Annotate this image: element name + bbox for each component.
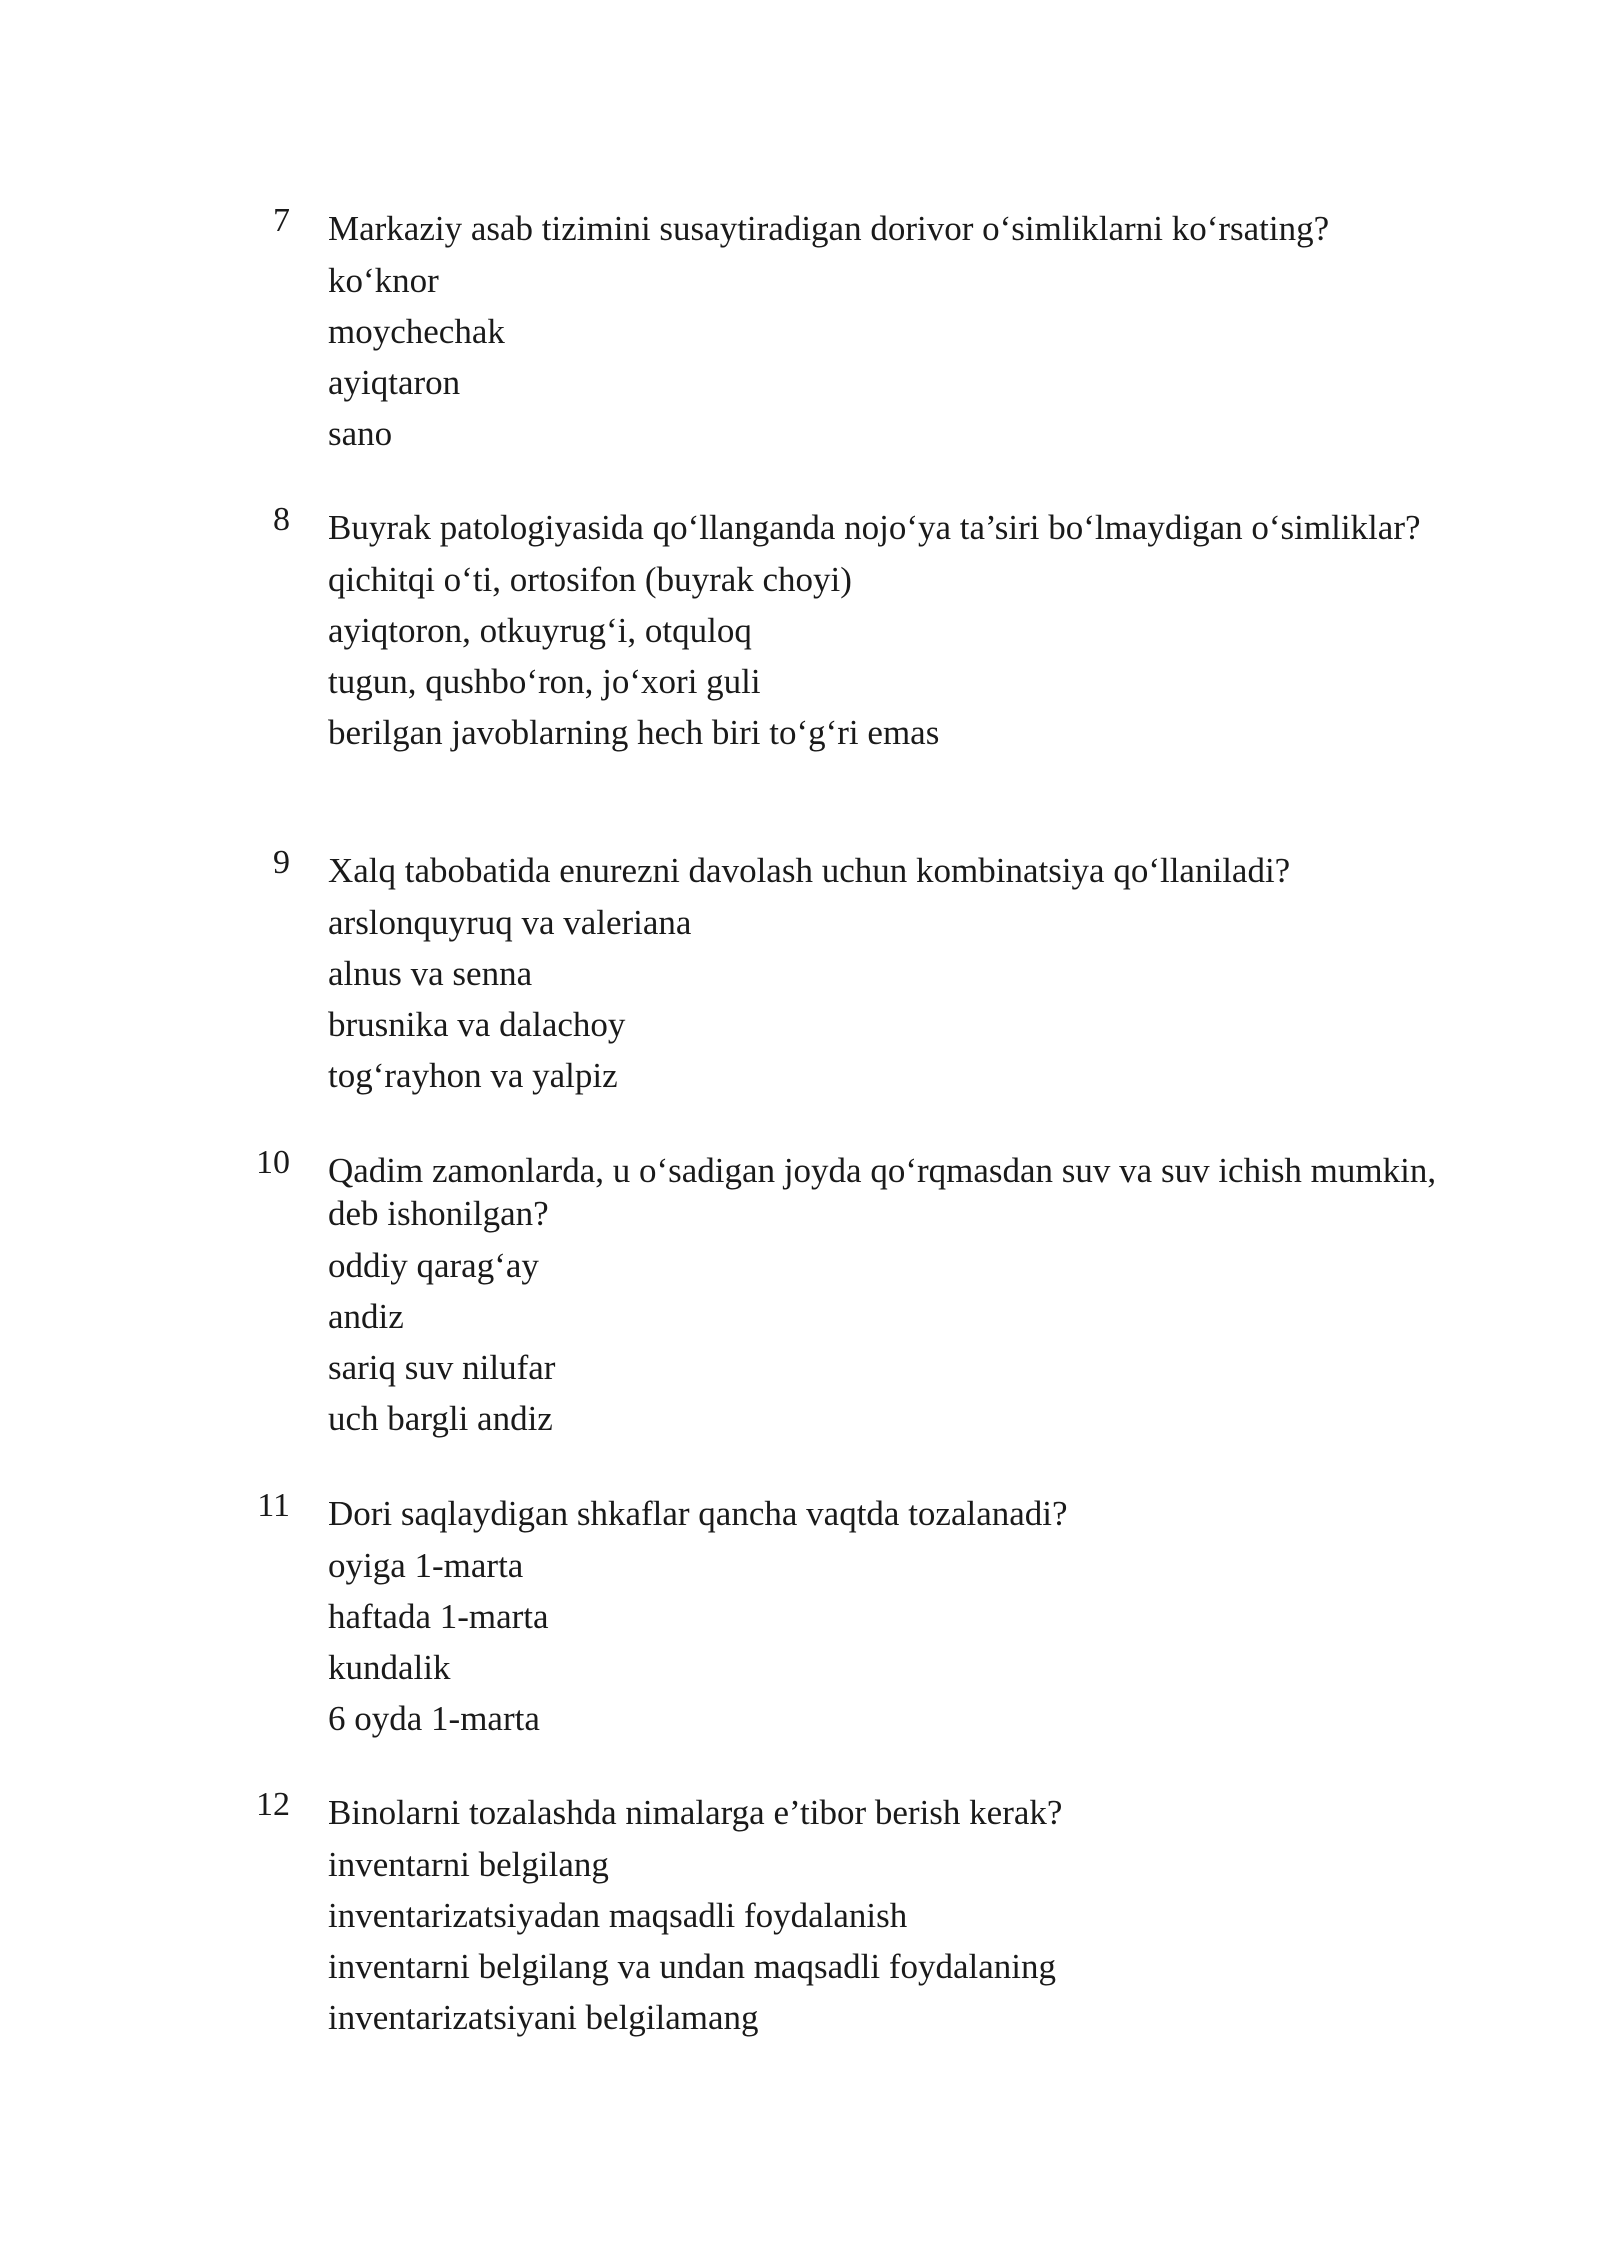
question-number: 11 [257, 1487, 290, 1524]
answer-option: kundalik [328, 1648, 451, 1687]
question-body [328, 849, 1478, 1101]
answer-option: inventarni belgilang va undan maqsadli foydalaning [328, 1947, 1056, 1986]
question-number: 7 [273, 202, 290, 239]
question-number: 9 [273, 844, 290, 881]
question-body [328, 1149, 1478, 1444]
answer-list [328, 1240, 1478, 1444]
answer-option: oyiga 1-marta [328, 1546, 524, 1585]
answer-list [328, 897, 1478, 1101]
question-text: Markaziy asab tizimini susaytiradigan dorivor o‘simliklarni ko‘rsating? [328, 209, 1330, 248]
question-body [328, 207, 1478, 459]
answer-option: sano [328, 414, 393, 453]
question-text: Xalq tabobatida enurezni davolash uchun kombinatsiya qo‘llaniladi? [328, 851, 1291, 890]
answer-option: oddiy qarag‘ay [328, 1246, 539, 1285]
question-body [328, 506, 1478, 758]
answer-list [328, 1540, 1478, 1744]
answer-option: tog‘rayhon va yalpiz [328, 1056, 618, 1095]
answer-option: andiz [328, 1297, 404, 1336]
question-text: Qadim zamonlarda, u o‘sadigan joyda qo‘rqmasdan suv va suv ichish mumkin, deb ishonilgan? [328, 1151, 1437, 1233]
answer-option: haftada 1-marta [328, 1597, 549, 1636]
answer-list [328, 554, 1478, 758]
question-body [328, 1791, 1478, 2043]
answer-option: arslonquyruq va valeriana [328, 903, 692, 942]
answer-option: ko‘knor [328, 261, 439, 300]
question-number: 10 [256, 1144, 290, 1181]
answer-list [328, 255, 1478, 459]
answer-option: alnus va senna [328, 954, 533, 993]
answer-option: brusnika va dalachoy [328, 1005, 626, 1044]
question-text: Dori saqlaydigan shkaflar qancha vaqtda tozalanadi? [328, 1494, 1068, 1533]
answer-option: berilgan javoblarning hech biri to‘g‘ri emas [328, 713, 940, 752]
answer-option: tugun, qushbo‘ron, jo‘xori guli [328, 662, 761, 701]
answer-option: inventarizatsiyani belgilamang [328, 1998, 759, 2037]
answer-list [328, 1839, 1478, 2043]
question-text: Buyrak patologiyasida qo‘llanganda nojo‘ya ta’siri bo‘lmaydigan o‘simliklar? [328, 508, 1421, 547]
answer-option: inventarizatsiyadan maqsadli foydalanish [328, 1896, 908, 1935]
answer-option: 6 oyda 1-marta [328, 1699, 540, 1738]
question-text: Binolarni tozalashda nimalarga e’tibor berish kerak? [328, 1793, 1063, 1832]
question-body [328, 1492, 1478, 1744]
answer-option: ayiqtoron, otkuyrug‘i, otquloq [328, 611, 752, 650]
question-number: 12 [256, 1786, 290, 1823]
answer-option: qichitqi o‘ti, ortosifon (buyrak choyi) [328, 560, 852, 599]
answer-option: moychechak [328, 312, 505, 351]
answer-option: sariq suv nilufar [328, 1348, 556, 1387]
question-number: 8 [273, 501, 290, 538]
answer-option: ayiqtaron [328, 363, 461, 402]
answer-option: inventarni belgilang [328, 1845, 609, 1884]
answer-option: uch bargli andiz [328, 1399, 553, 1438]
